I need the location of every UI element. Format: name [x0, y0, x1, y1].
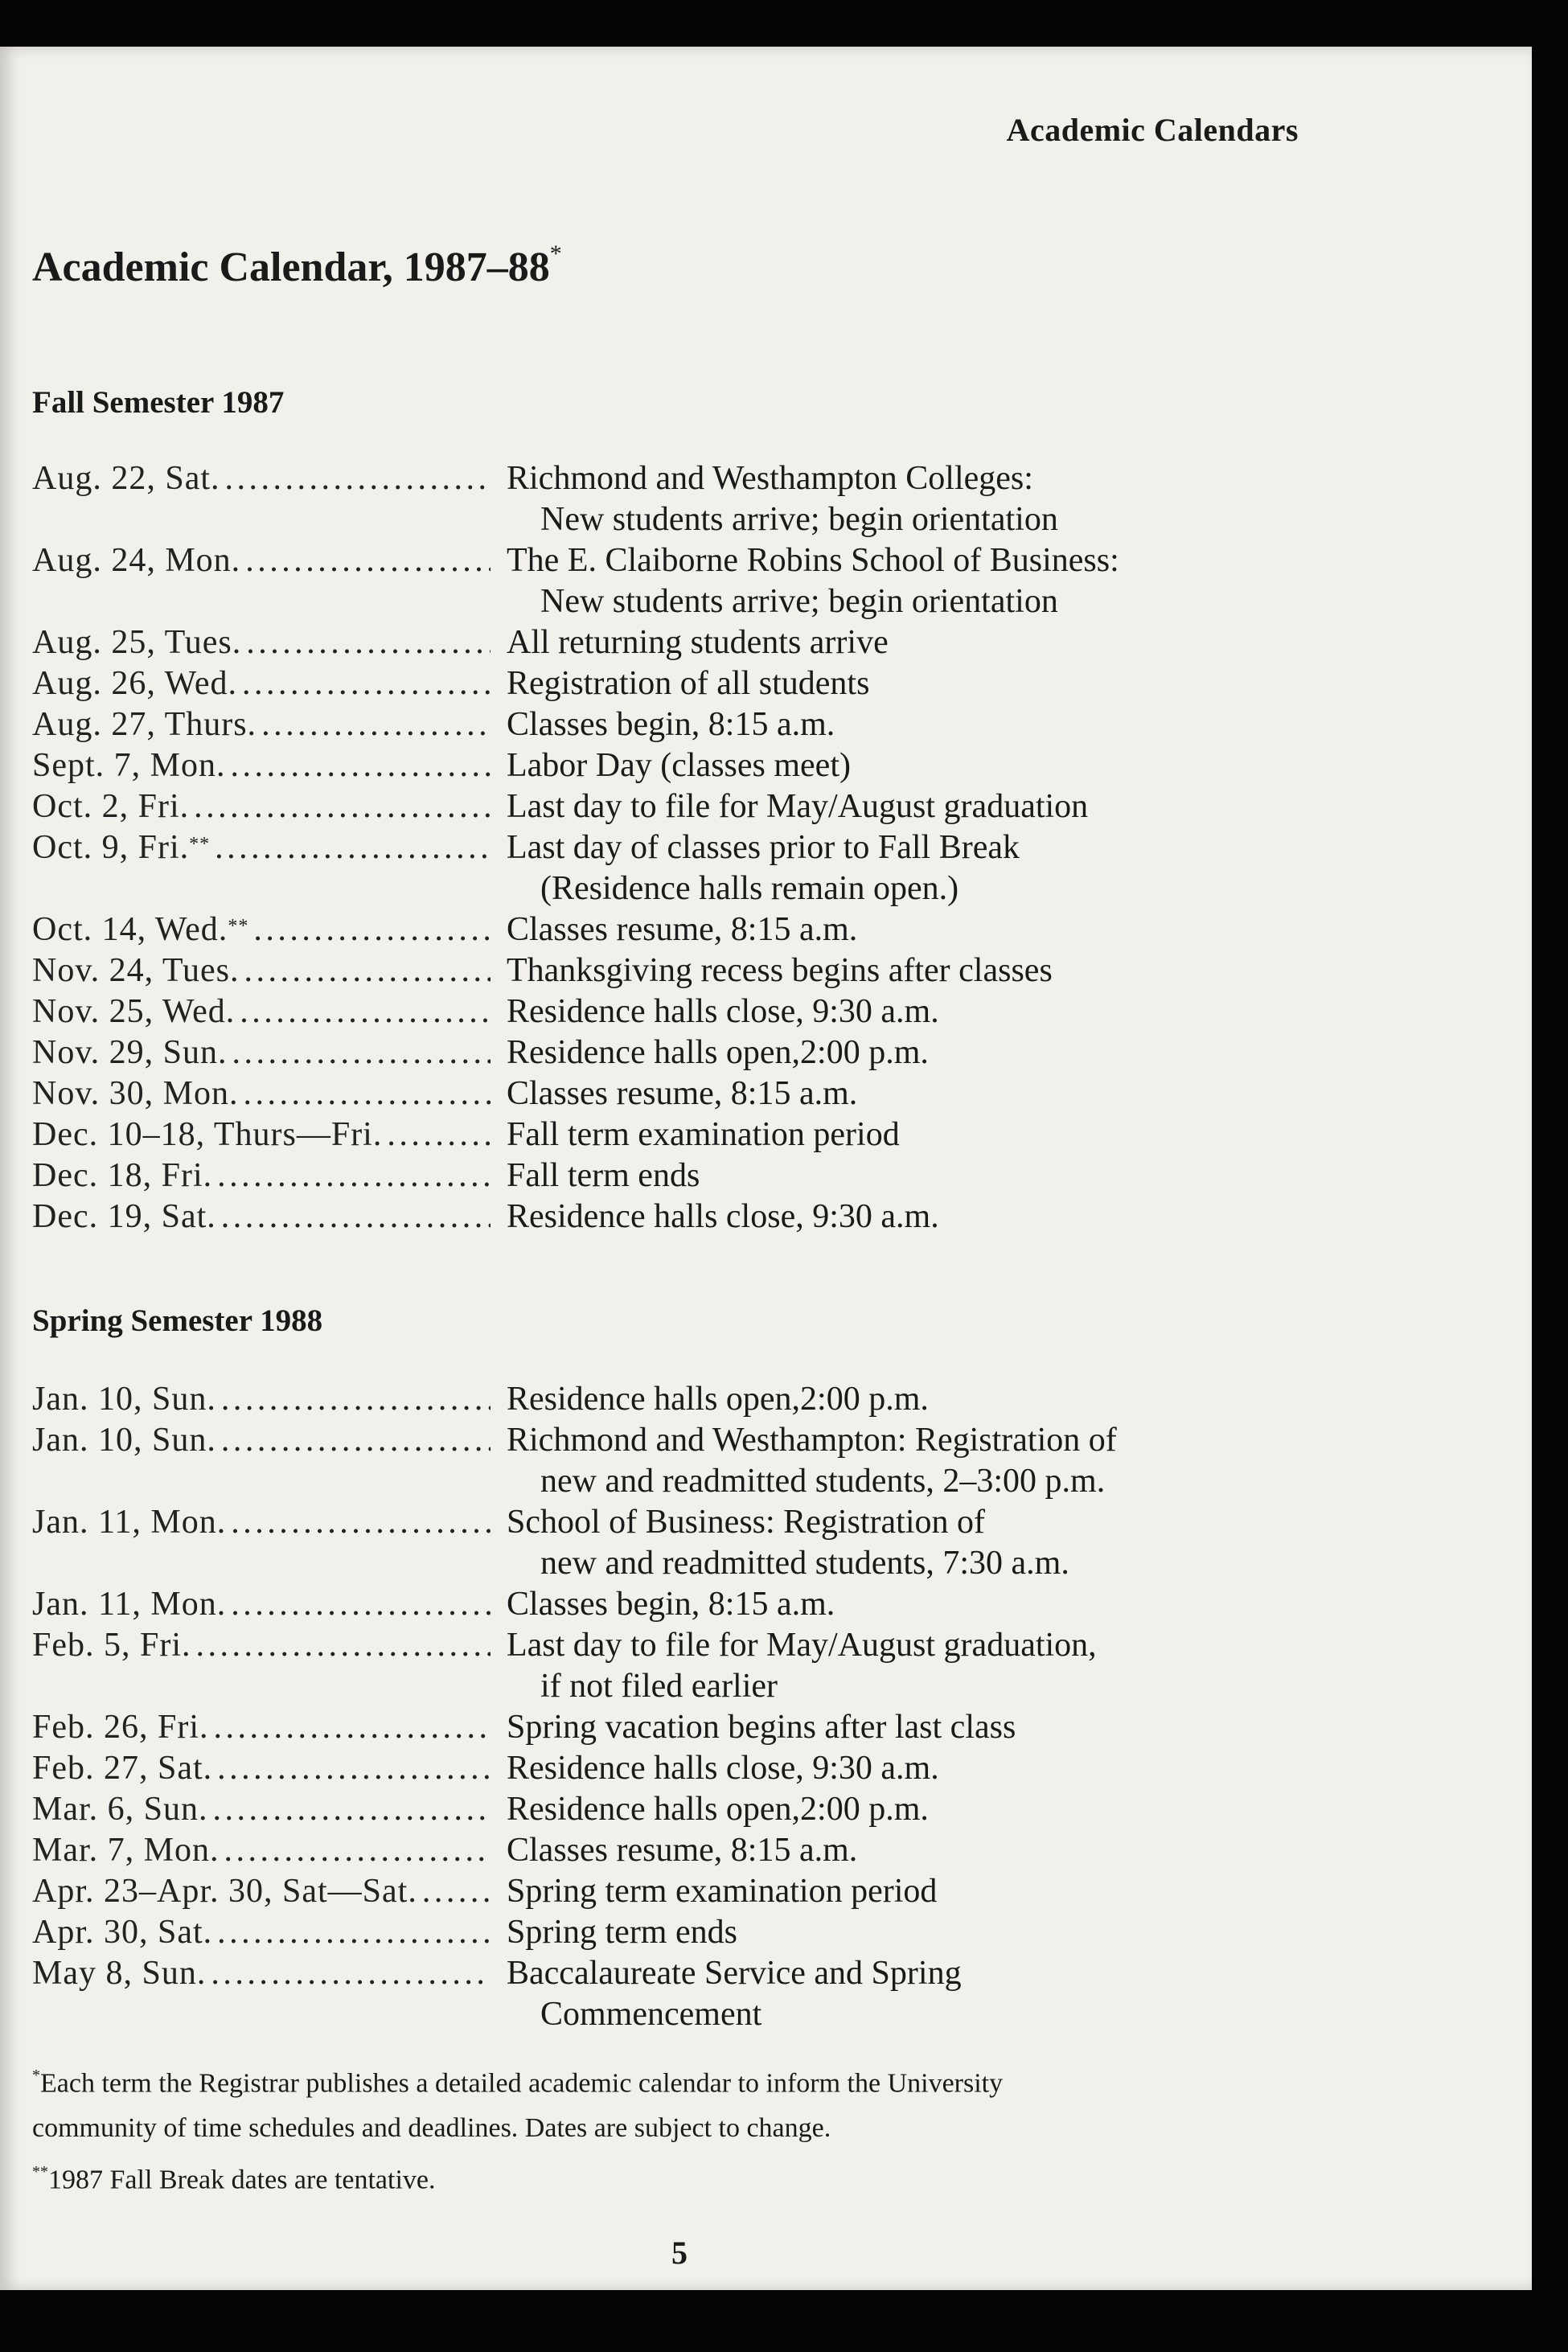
event-line: Last day to file for May/August graduation — [507, 788, 1089, 825]
event-line: Spring term examination period — [507, 1873, 938, 1910]
calendar-row — [32, 663, 1287, 704]
dot-leader — [215, 827, 491, 868]
calendar-row — [32, 704, 1287, 745]
event-continuation-line: Commencement — [540, 1996, 762, 2033]
calendar-date: Nov. 30, Mon. — [32, 1075, 239, 1112]
calendar-row — [32, 1420, 1287, 1502]
calendar-date-cell — [32, 786, 507, 827]
running-head: Academic Calendars — [1006, 112, 1299, 148]
calendar-row — [32, 1073, 1287, 1114]
footnote-mark: * — [32, 2067, 40, 2084]
calendar-date: Jan. 10, Sun. — [32, 1381, 216, 1418]
calendar-event — [507, 745, 1287, 786]
calendar-date: Oct. 2, Fri. — [32, 788, 190, 825]
title-footnote-mark: * — [549, 240, 562, 267]
calendar-event — [507, 950, 1287, 991]
event-continuation-line: (Residence halls remain open.) — [540, 870, 959, 907]
calendar-date: May 8, Sun. — [32, 1955, 207, 1992]
event-continuation-line: new and readmitted students, 2–3:00 p.m. — [540, 1463, 1106, 1500]
calendar-date-cell — [32, 1155, 507, 1197]
calendar-date-cell — [32, 1830, 507, 1871]
calendar-date-cell — [32, 1584, 507, 1625]
calendar-event — [507, 622, 1287, 663]
footnote-mark: ** — [32, 2163, 48, 2182]
dot-leader — [243, 1073, 491, 1114]
calendar-event — [507, 1502, 1287, 1584]
calendar-date-cell — [32, 1748, 507, 1789]
footnote — [32, 2054, 1238, 2151]
calendar-date: Oct. 14, Wed. — [32, 911, 228, 948]
event-line: All returning students arrive — [507, 624, 889, 661]
event-continuation-line: if not filed earlier — [540, 1668, 778, 1705]
event-continuation-line: New students arrive; begin orientation — [540, 583, 1058, 620]
calendar-event — [507, 1871, 1287, 1912]
dot-leader — [217, 1748, 491, 1789]
dot-leader — [232, 1032, 491, 1073]
calendar-event — [507, 1379, 1287, 1420]
calendar-date-cell — [32, 991, 507, 1032]
calendar-row — [32, 1871, 1287, 1912]
dot-leader — [242, 663, 491, 704]
event-line: Thanksgiving recess begins after classes — [507, 952, 1053, 989]
footnote-text: community of time schedules and deadlines. Dates are subject to change. — [32, 2113, 831, 2144]
event-line: Richmond and Westhampton Colleges: — [507, 460, 1033, 497]
event-line: Classes begin, 8:15 a.m. — [507, 1586, 835, 1623]
event-line: Spring vacation begins after last class — [507, 1709, 1016, 1746]
calendar-event — [507, 1707, 1287, 1748]
event-line: Classes resume, 8:15 a.m. — [507, 911, 858, 948]
calendar-date-cell — [32, 1789, 507, 1830]
event-line: The E. Claiborne Robins School of Business: — [507, 542, 1119, 579]
dot-leader — [245, 540, 491, 581]
dot-leader — [231, 1502, 491, 1543]
calendar-event — [507, 1197, 1287, 1238]
event-line: Registration of all students — [507, 665, 870, 702]
calendar-date: Sept. 7, Mon. — [32, 747, 226, 784]
calendar-date: Feb. 26, Fri. — [32, 1709, 209, 1746]
calendar-event — [507, 540, 1287, 622]
calendar-date: Aug. 27, Thurs. — [32, 706, 257, 743]
calendar-row — [32, 1830, 1287, 1871]
dot-leader — [244, 950, 491, 991]
dot-leader — [261, 704, 491, 745]
spring-semester-heading: Spring Semester 1988 — [32, 1303, 323, 1338]
event-line: Residence halls open,2:00 p.m. — [507, 1381, 929, 1418]
calendar-date: Feb. 27, Sat. — [32, 1750, 213, 1787]
calendar-date-cell — [32, 622, 507, 663]
event-line: School of Business: Registration of — [507, 1504, 985, 1541]
calendar-date: Nov. 25, Wed. — [32, 993, 236, 1030]
event-line: Labor Day (classes meet) — [507, 747, 851, 784]
calendar-date: Nov. 24, Tues. — [32, 952, 240, 989]
calendar-event — [507, 1912, 1287, 1953]
footnote-mark: ** — [189, 834, 211, 855]
footnote — [32, 2151, 1238, 2202]
calendar-date: Dec. 10–18, Thurs—Fri. — [32, 1116, 383, 1153]
calendar-row — [32, 1953, 1287, 2035]
dot-leader — [387, 1114, 491, 1155]
calendar-event — [507, 663, 1287, 704]
calendar-row — [32, 1625, 1287, 1707]
page-title-text: Academic Calendar, 1987–88 — [32, 244, 550, 290]
event-line: Residence halls open,2:00 p.m. — [507, 1791, 929, 1828]
calendar-date-cell — [32, 1420, 507, 1461]
event-line: Spring term ends — [507, 1914, 737, 1951]
calendar-date: Mar. 7, Mon. — [32, 1832, 220, 1869]
calendar-event — [507, 1155, 1287, 1197]
calendar-row — [32, 1032, 1287, 1073]
calendar-date: Aug. 25, Tues. — [32, 624, 242, 661]
calendar-row — [32, 1748, 1287, 1789]
dot-leader — [246, 622, 491, 663]
calendar-row — [32, 950, 1287, 991]
calendar-date-cell — [32, 1912, 507, 1953]
calendar-date: Aug. 22, Sat. — [32, 460, 220, 497]
dot-leader — [221, 1379, 491, 1420]
dot-leader — [217, 1155, 491, 1197]
event-line: Classes begin, 8:15 a.m. — [507, 706, 835, 743]
dot-leader — [231, 745, 491, 786]
calendar-date: Dec. 18, Fri. — [32, 1157, 213, 1194]
calendar-event — [507, 909, 1287, 950]
calendar-date-cell — [32, 1707, 507, 1748]
calendar-event — [507, 827, 1287, 909]
dot-leader — [217, 1912, 491, 1953]
calendar-row — [32, 458, 1287, 540]
calendar-row — [32, 1789, 1287, 1830]
calendar-event — [507, 1114, 1287, 1155]
calendar-date: Aug. 26, Wed. — [32, 665, 237, 702]
calendar-date-cell — [32, 745, 507, 786]
calendar-row — [32, 786, 1287, 827]
event-line: Fall term ends — [507, 1157, 700, 1194]
calendar-date: Feb. 5, Fri. — [32, 1627, 191, 1664]
calendar-row — [32, 622, 1287, 663]
footnote-text: 1987 Fall Break dates are tentative. — [48, 2165, 436, 2195]
calendar-date: Apr. 30, Sat. — [32, 1914, 213, 1951]
calendar-row — [32, 1502, 1287, 1584]
dot-leader — [194, 786, 491, 827]
calendar-event — [507, 1830, 1287, 1871]
calendar-row — [32, 1197, 1287, 1238]
calendar-row — [32, 1379, 1287, 1420]
calendar-date-cell — [32, 1625, 507, 1666]
calendar-row — [32, 1155, 1287, 1197]
calendar-date: Dec. 19, Sat. — [32, 1198, 216, 1235]
dot-leader — [225, 458, 491, 499]
footnotes — [32, 2054, 1238, 2203]
dot-leader — [253, 909, 491, 950]
event-line: Richmond and Westhampton: Registration of — [507, 1422, 1117, 1459]
dot-leader — [221, 1420, 491, 1461]
calendar-row — [32, 909, 1287, 950]
calendar-date-cell — [32, 1502, 507, 1543]
calendar-event — [507, 458, 1287, 540]
document-page — [0, 47, 1532, 2290]
calendar-date-cell — [32, 458, 507, 499]
event-line: Classes resume, 8:15 a.m. — [507, 1075, 858, 1112]
event-line: Last day to file for May/August graduation, — [507, 1627, 1097, 1664]
calendar-row — [32, 827, 1287, 909]
calendar-event — [507, 786, 1287, 827]
dot-leader — [231, 1584, 491, 1625]
calendar-event — [507, 1584, 1287, 1625]
calendar-date: Mar. 6, Sun. — [32, 1791, 208, 1828]
calendar-date: Apr. 23–Apr. 30, Sat—Sat. — [32, 1873, 417, 1910]
calendar-row — [32, 745, 1287, 786]
event-line: Residence halls close, 9:30 a.m. — [507, 1750, 939, 1787]
calendar-row — [32, 1912, 1287, 1953]
fall-semester-heading: Fall Semester 1987 — [32, 385, 285, 420]
event-line: Residence halls close, 9:30 a.m. — [507, 993, 939, 1030]
event-line: Residence halls close, 9:30 a.m. — [507, 1198, 939, 1235]
event-line: Classes resume, 8:15 a.m. — [507, 1832, 858, 1869]
event-line: Fall term examination period — [507, 1116, 900, 1153]
calendar-date-cell — [32, 663, 507, 704]
page-title — [32, 240, 562, 291]
event-line: Last day of classes prior to Fall Break — [507, 829, 1020, 866]
dot-leader — [213, 1789, 491, 1830]
calendar-date: Aug. 24, Mon. — [32, 542, 241, 579]
footnote-mark: ** — [228, 916, 249, 937]
calendar-date: Nov. 29, Sun. — [32, 1034, 228, 1071]
dot-leader — [196, 1625, 491, 1666]
fall-calendar-list — [32, 458, 1287, 1238]
event-continuation-line: new and readmitted students, 7:30 a.m. — [540, 1545, 1069, 1582]
calendar-date-cell — [32, 1114, 507, 1155]
calendar-date: Jan. 11, Mon. — [32, 1586, 227, 1623]
dot-leader — [240, 991, 491, 1032]
calendar-event — [507, 1625, 1287, 1707]
calendar-date-cell — [32, 950, 507, 991]
calendar-date-cell — [32, 540, 507, 581]
calendar-date-cell — [32, 1197, 507, 1238]
calendar-date-cell — [32, 1073, 507, 1114]
dot-leader — [224, 1830, 491, 1871]
calendar-date: Jan. 11, Mon. — [32, 1504, 227, 1541]
calendar-event — [507, 704, 1287, 745]
calendar-date-cell — [32, 704, 507, 745]
calendar-date: Jan. 10, Sun. — [32, 1422, 216, 1459]
event-line: Baccalaureate Service and Spring — [507, 1955, 962, 1992]
calendar-row — [32, 540, 1287, 622]
calendar-row — [32, 1114, 1287, 1155]
calendar-event — [507, 1420, 1287, 1502]
event-continuation-line: New students arrive; begin orientation — [540, 501, 1058, 538]
calendar-row — [32, 991, 1287, 1032]
calendar-date: Oct. 9, Fri. — [32, 829, 190, 866]
calendar-date-cell — [32, 1032, 507, 1073]
dot-leader — [422, 1871, 491, 1912]
calendar-date-cell — [32, 1871, 507, 1912]
calendar-date-cell — [32, 1379, 507, 1420]
page-number: 5 — [671, 2235, 688, 2271]
calendar-event — [507, 1748, 1287, 1789]
calendar-event — [507, 1032, 1287, 1073]
event-line: Residence halls open,2:00 p.m. — [507, 1034, 929, 1071]
calendar-date-cell — [32, 909, 507, 950]
calendar-date-cell — [32, 827, 507, 868]
calendar-row — [32, 1707, 1287, 1748]
spring-calendar-list — [32, 1379, 1287, 2035]
dot-leader — [211, 1953, 491, 1994]
calendar-date-cell — [32, 1953, 507, 1994]
calendar-row — [32, 1584, 1287, 1625]
calendar-event — [507, 1953, 1287, 2035]
calendar-event — [507, 1073, 1287, 1114]
dot-leader — [221, 1197, 491, 1238]
calendar-event — [507, 991, 1287, 1032]
calendar-event — [507, 1789, 1287, 1830]
dot-leader — [214, 1707, 491, 1748]
footnote-text: Each term the Registrar publishes a detailed academic calendar to inform the University — [40, 2068, 1004, 2099]
